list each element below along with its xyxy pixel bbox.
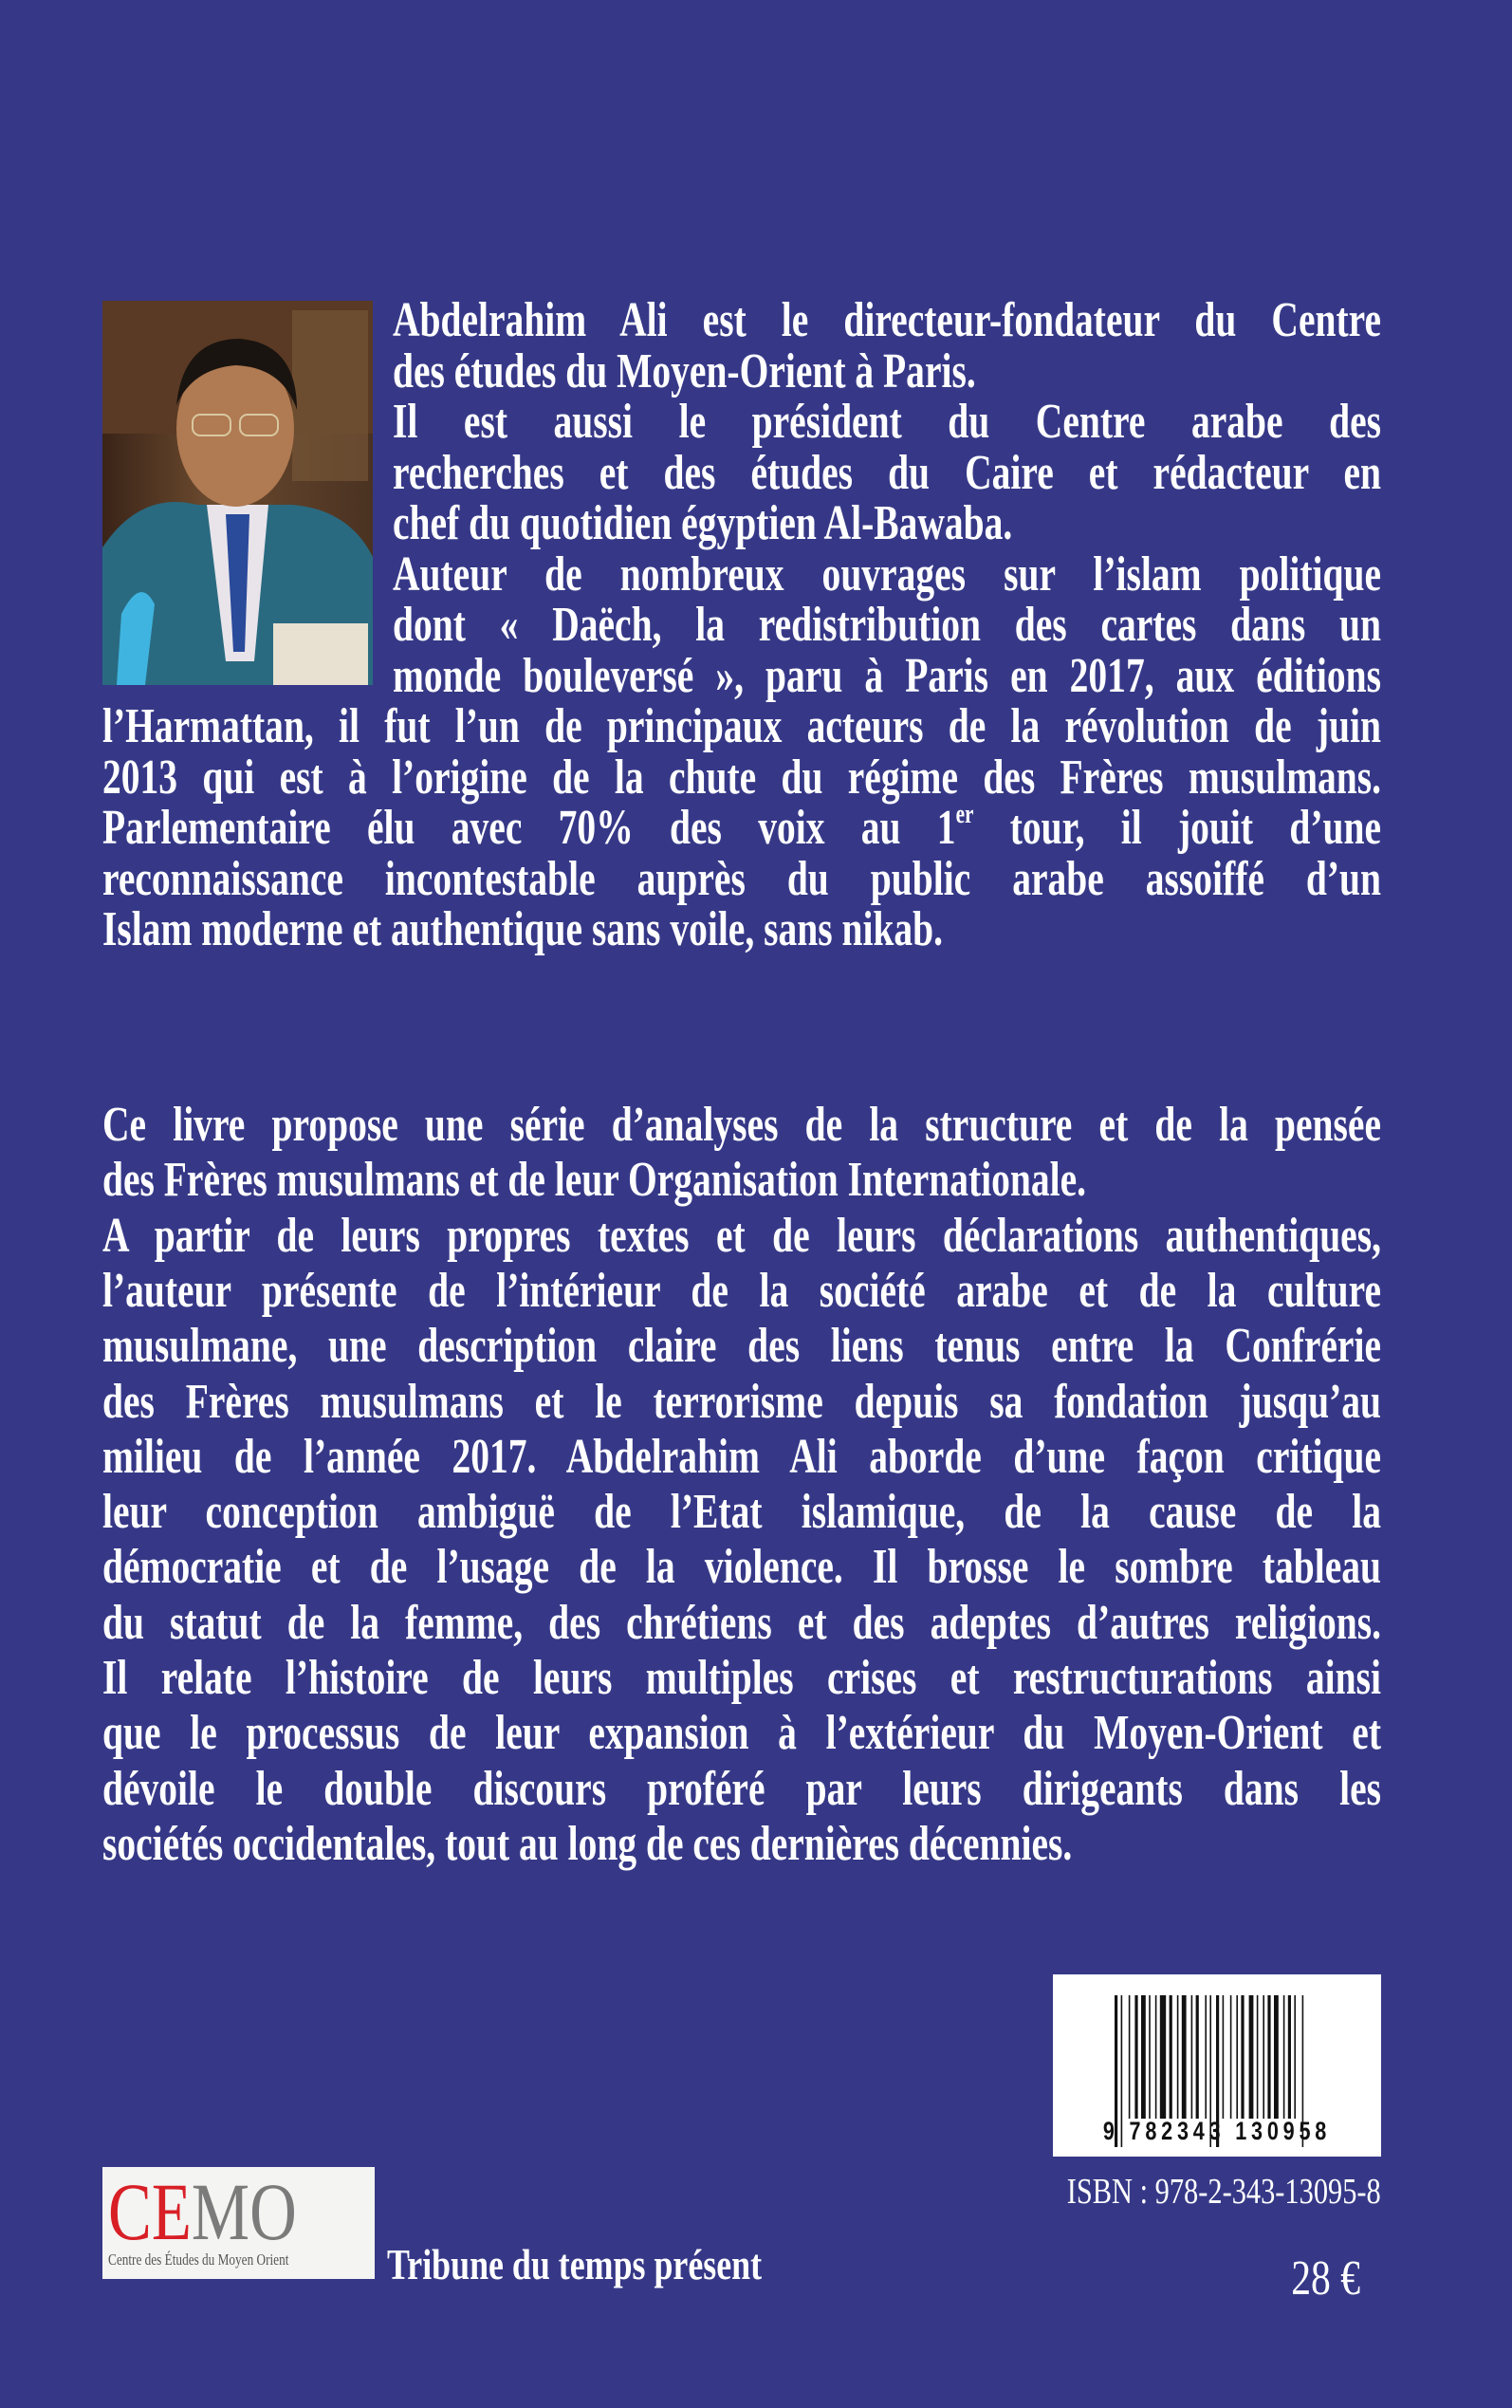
cemo-logo bbox=[102, 2167, 375, 2279]
logo-text-red: CE bbox=[108, 2166, 192, 2257]
text-line: que le processus de leur expansion à l’extérieur du Moyen-Orient et bbox=[102, 1706, 1381, 1761]
price: 28 € bbox=[1291, 2251, 1360, 2306]
text-line: Il relate l’histoire de leurs multiples crises et restructurations ainsi bbox=[102, 1651, 1381, 1705]
text-line: Islam moderne et authentique sans voile, sans nikab. bbox=[102, 902, 944, 956]
barcode-bar bbox=[1294, 1995, 1296, 2119]
barcode-bar bbox=[1249, 1995, 1254, 2119]
barcode-bar bbox=[1141, 1995, 1146, 2119]
line-text: Parlementaire élu avec 70% des voix au 1 bbox=[102, 801, 956, 855]
text-line: l’auteur présente de l’intérieur de la société arabe et de la culture bbox=[102, 1263, 1381, 1318]
barcode-bar bbox=[1160, 1995, 1166, 2119]
text-line: démocratie et de l’usage de la violence. Il brosse le sombre tableau bbox=[102, 1540, 1381, 1595]
barcode bbox=[1053, 1974, 1381, 2157]
barcode-bar bbox=[1288, 1995, 1291, 2119]
text-line bbox=[102, 802, 1381, 855]
text-line: A partir de leurs propres textes et de leurs déclarations authentiques, bbox=[102, 1208, 1381, 1263]
barcode-bar bbox=[1230, 1995, 1232, 2119]
barcode-bar bbox=[1283, 1995, 1285, 2119]
barcode-bar bbox=[1129, 1995, 1131, 2119]
text-line: milieu de l’année 2017. Abdelrahim Ali aborde d’une façon critique bbox=[102, 1429, 1381, 1484]
text-line: musulmane, une description claire des liens tenus entre la Confrérie bbox=[102, 1319, 1381, 1374]
text-line: Il est aussi le président du Centre arabe des bbox=[393, 395, 1381, 449]
barcode-bar bbox=[1223, 1995, 1225, 2119]
author-photo bbox=[102, 301, 373, 685]
collection-name: Tribune du temps présent bbox=[387, 2240, 763, 2288]
text-line: reconnaissance incontestable auprès du public arabe assoiffé d’un bbox=[102, 851, 1381, 906]
text-line: Ce livre propose une série d’analyses de la structure et de la pensée bbox=[102, 1098, 1381, 1152]
barcode-digits: 9 782343 130958 bbox=[1102, 2117, 1332, 2145]
barcode-bar bbox=[1274, 1995, 1279, 2119]
text-line: du statut de la femme, des chrétiens et des adeptes d’autres religions. bbox=[102, 1595, 1381, 1650]
text-line: dont « Daëch, la redistribution des cartes dans un bbox=[393, 598, 1381, 652]
barcode-bar bbox=[1263, 1995, 1264, 2119]
text-line: 2013 qui est à l’origine de la chute du régime des Frères musulmans. bbox=[102, 750, 1381, 805]
barcode-bar bbox=[1236, 1995, 1238, 2119]
barcode-bar bbox=[1177, 1995, 1179, 2119]
barcode-bar bbox=[1257, 1995, 1259, 2119]
barcode-bar bbox=[1241, 1995, 1244, 2119]
text-line: des Frères musulmans et de leur Organisation Internationale. bbox=[102, 1153, 1087, 1208]
line-text: tour, il jouit d’une bbox=[973, 801, 1381, 855]
text-line: dévoile le double discours proféré par leurs dirigeants dans les bbox=[102, 1761, 1381, 1816]
text-line: Auteur de nombreux ouvrages sur l’islam politique bbox=[393, 546, 1381, 602]
ordinal-superscript: er bbox=[955, 800, 974, 829]
barcode-bar bbox=[1267, 1995, 1270, 2119]
text-line: sociétés occidentales, tout au long de ces dernières décennies. bbox=[102, 1816, 1073, 1871]
text-line: l’Harmattan, il fut l’un de principaux acteurs de la révolution de juin bbox=[102, 699, 1381, 753]
text-line: leur conception ambiguë de l’Etat islamique, de la cause de la bbox=[102, 1485, 1381, 1540]
barcode-bar bbox=[1134, 1995, 1137, 2119]
text-line: des Frères musulmans et le terrorisme depuis sa fondation jusqu’au bbox=[102, 1374, 1381, 1429]
barcode-bar bbox=[1196, 1995, 1199, 2119]
barcode-bar bbox=[1170, 1995, 1172, 2119]
barcode-bar bbox=[1155, 1995, 1157, 2119]
text-line: des études du Moyen-Orient à Paris. bbox=[393, 343, 976, 398]
logo-text-grey: MO bbox=[191, 2166, 297, 2257]
barcode-bar bbox=[1149, 1995, 1151, 2119]
barcode-bar bbox=[1205, 1995, 1207, 2119]
isbn: ISBN : 978-2-343-13095-8 bbox=[1066, 2172, 1381, 2212]
barcode-bar bbox=[1191, 1995, 1193, 2119]
barcode-bar bbox=[1182, 1995, 1187, 2119]
logo-subtitle: Centre des Études du Moyen Orient bbox=[108, 2251, 289, 2269]
text-line: chef du quotidien égyptien Al-Bawaba. bbox=[393, 496, 1013, 550]
text-line: Abdelrahim Ali est le directeur-fondateur du Centre bbox=[393, 293, 1381, 347]
text-line: recherches et des études du Caire et rédacteur en bbox=[393, 445, 1381, 500]
text-line: monde bouleversé », paru à Paris en 2017, aux éditions bbox=[393, 648, 1381, 703]
